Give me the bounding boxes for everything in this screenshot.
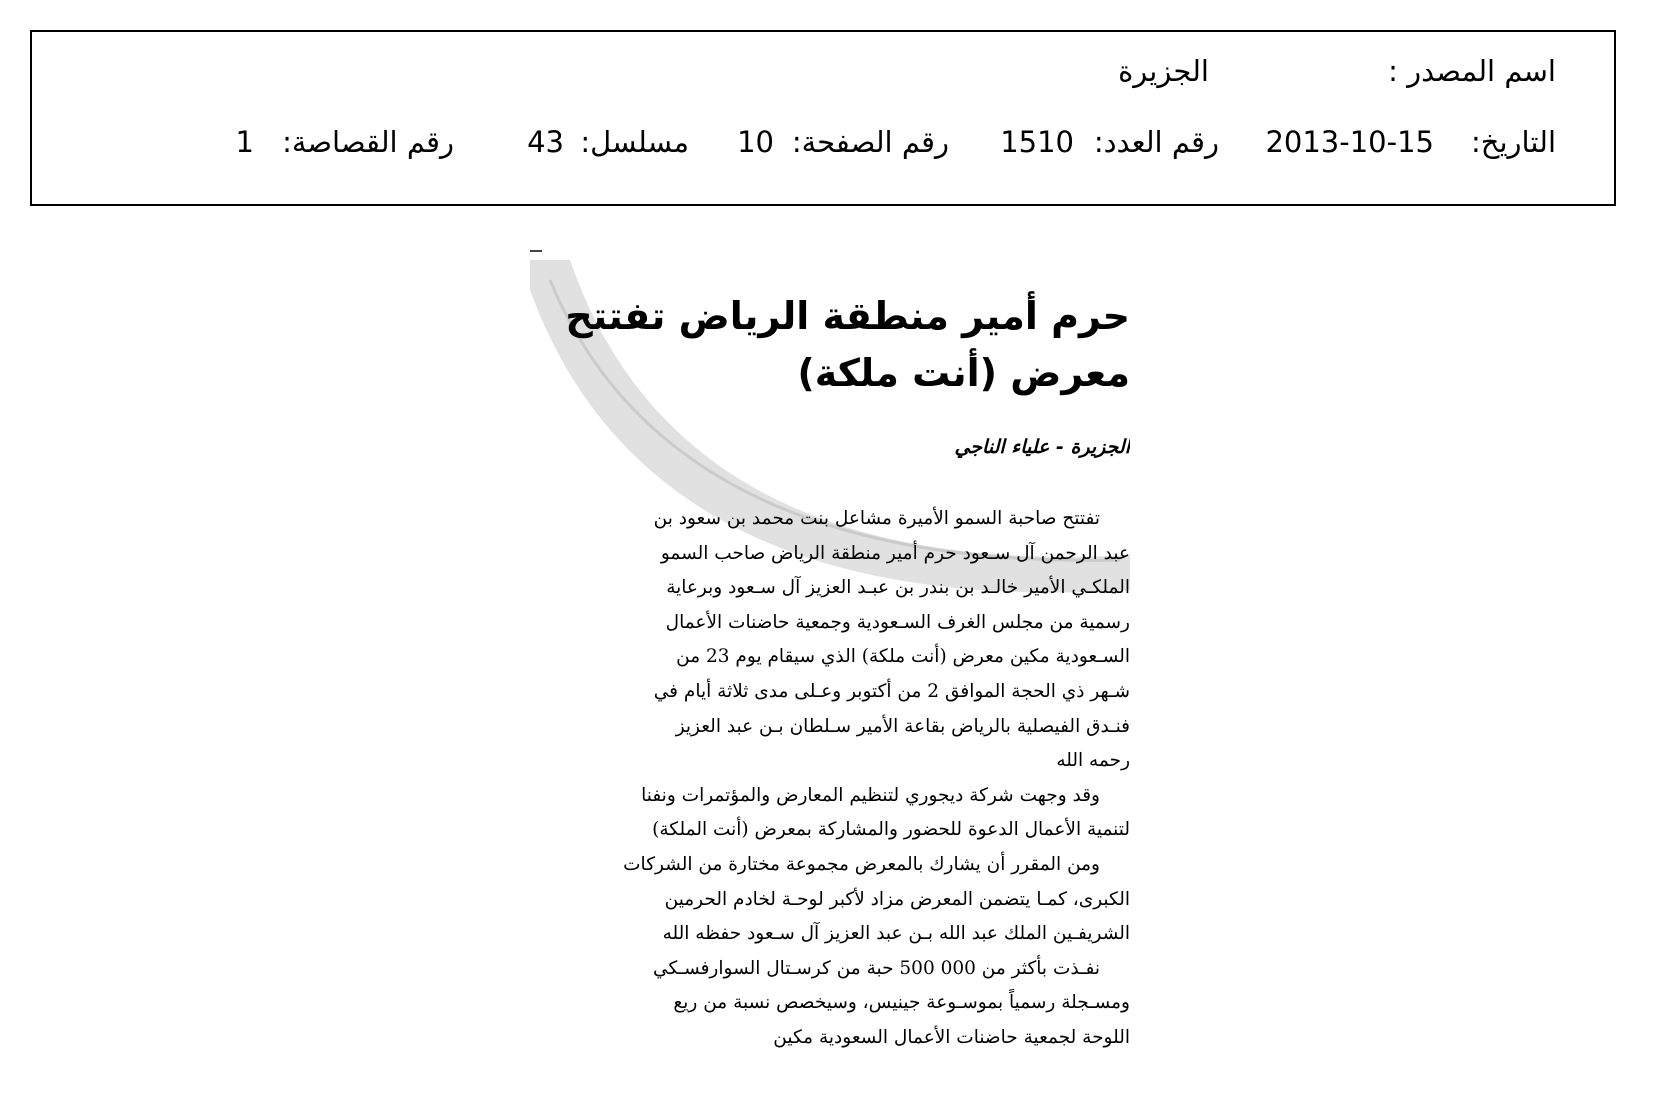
article-byline: الجزيرة - علياء الناجي [954,436,1130,458]
body-line: نفـذت بأكثر من 000 500 حبة من كرسـتال السوارفسـكي [653,957,1100,979]
body-line: وقد وجهت شركة ديجوري لتنظيم المعارض والمؤتمرات ونفنا [641,784,1100,806]
page-value: 10 [737,125,774,159]
serial-value: 43 [527,125,564,159]
article-headline [530,288,1130,402]
issue-value: 1510 [1000,125,1074,159]
source-value: الجزيرة [1118,54,1209,88]
body-line: رحمه الله [1056,750,1130,772]
clip-value: 1 [235,125,254,159]
clipping-metadata-box [30,30,1616,206]
issue-label: رقم العدد: [1093,125,1219,159]
body-line: الشريفـين الملك عبد الله بـن عبد العزيز آل سـعود حفظه الله [662,923,1130,945]
date-value: 2013-10-15 [1265,125,1434,159]
source-label: اسم المصدر : [1388,54,1556,88]
body-line: السـعودية مكين معرض (أنت ملكة) الذي سيقام يوم 23 من [676,646,1130,668]
body-line: عبد الرحمن آل سـعود حرم أمير منطقة الرياض صاحب السمو [660,542,1130,564]
page-label: رقم الصفحة: [791,125,949,159]
body-line: لتنمية الأعمال الدعوة للحضور والمشاركة بمعرض (أنت الملكة) [652,819,1130,841]
body-line: الملكـي الأمير خالـد بن بندر بن عبـد العزيز آل سـعود وبرعاية [666,577,1130,599]
body-line: فنـدق الفيصلية بالرياض بقاعة الأمير سـلطان بـن عبد العزيز [675,715,1130,737]
body-line: تفتتح صاحبة السمو الأميرة مشاعل بنت محمد بن سعود بن [653,508,1100,529]
body-line: رسمية من مجلس الغرف السـعودية وجمعية حاضنات الأعمال [665,611,1130,633]
newspaper-clipping [530,240,1130,1080]
headline-line: معرض (أنت ملكة) [797,351,1130,395]
body-line: ومن المقرر أن يشارك بالمعرض مجموعة مختارة من الشركات [623,853,1100,875]
headline-line: حرم أمير منطقة الرياض تفتتح [565,294,1130,338]
clip-label: رقم القصاصة: [282,125,454,159]
article-body [550,502,1130,1056]
body-line: ومسـجلة رسمياً بموسـوعة جينيس، وسيخصص نسبة من ريع [673,992,1130,1014]
body-line: الكبرى، كمـا يتضمن المعرض مزاد لأكبر لوحـة لخادم الحرمين [664,888,1130,910]
crop-mark [530,250,542,252]
serial-label: مسلسل: [580,125,689,159]
body-line: اللوحة لجمعية حاضنات الأعمال السعودية مكين [773,1026,1130,1048]
body-line: شـهر ذي الحجة الموافق 2 من أكتوبر وعـلى مدى ثلاثة أيام في [653,680,1130,702]
date-label: التاريخ: [1470,125,1556,159]
